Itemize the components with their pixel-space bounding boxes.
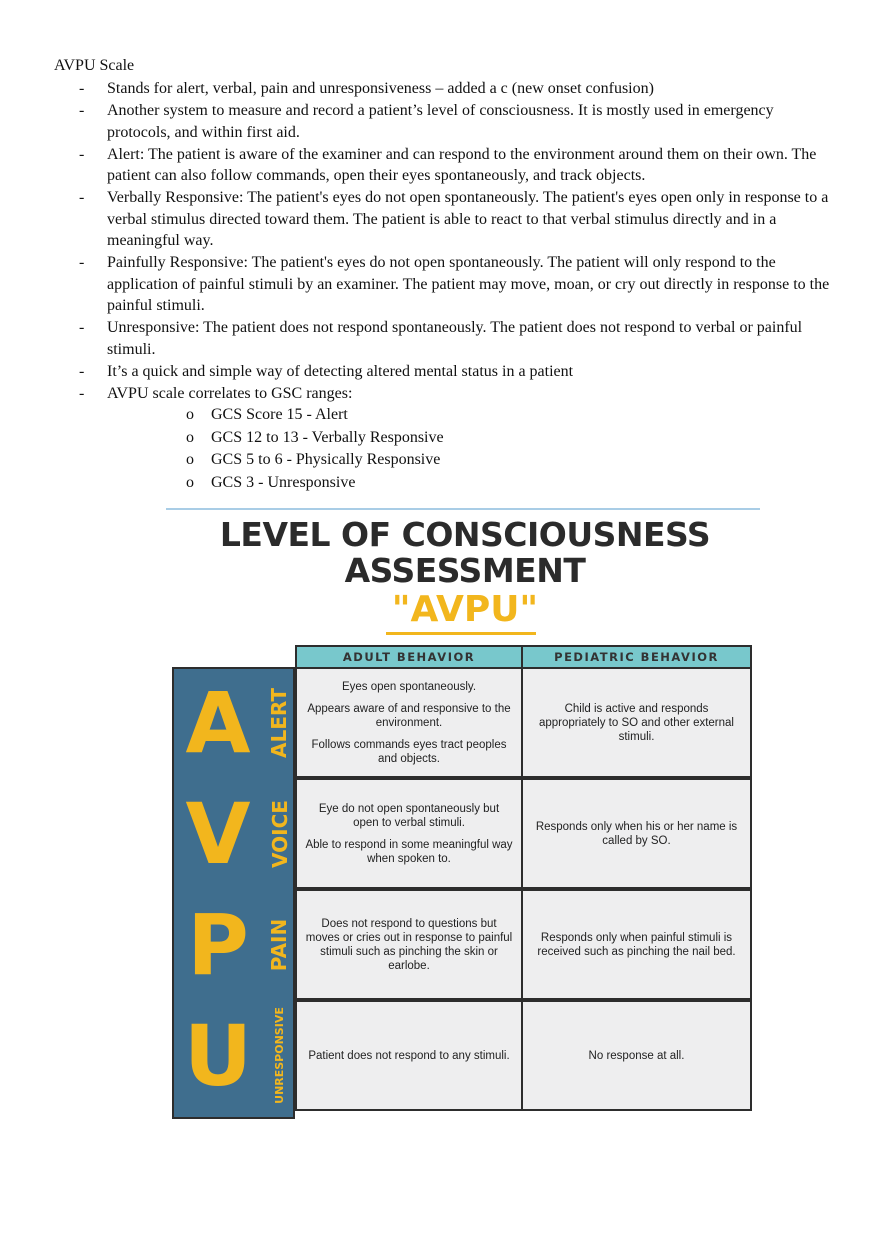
list-item [54, 317, 834, 360]
document-title: AVPU Scale [54, 57, 135, 74]
gcs-item [107, 427, 834, 450]
bullet-text: Alert: The patient is aware of the examiner and can respond to the environment around them on their own. The patient can also follow commands, open their eyes spontaneously, and track objects. [107, 145, 817, 184]
title-line-1: LEVEL OF CONSCIOUSNESS [219, 515, 711, 554]
gcs-item [107, 449, 834, 472]
list-item [54, 100, 834, 143]
gcs-text: GCS 12 to 13 - Verbally Responsive [211, 428, 444, 446]
bullet-text: Unresponsive: The patient does not respond spontaneously. The patient does not respond to verbal or painful stimuli. [107, 319, 803, 358]
sub-bullet: o [186, 406, 194, 423]
gcs-item [107, 472, 834, 495]
cell-text: Child is active and responds appropriately to SO and other external stimuli. [539, 702, 734, 743]
pediatric-cell-pain [521, 889, 752, 1000]
pediatric-column-header: PEDIATRIC BEHAVIOR [521, 645, 752, 669]
top-divider [166, 508, 760, 510]
gcs-item [107, 404, 834, 427]
pediatric-cell-voice [521, 778, 752, 889]
title-line-2: ASSESSMENT [344, 551, 586, 590]
side-label-text: VOICE [267, 799, 292, 868]
gcs-sublist [107, 404, 834, 494]
sub-bullet: o [186, 473, 194, 491]
bullet-dash: - [79, 102, 85, 119]
bullet-text: Painfully Responsive: The patient's eyes do not open spontaneously. The patient will only respond to the application of painful stimuli by an examiner. The patient may move, moan, or cry out directly in response to the painful stimuli. [107, 254, 830, 314]
cell-text: Responds only when his or her name is called by SO. [535, 820, 738, 847]
bullet-dash: - [79, 189, 85, 206]
sub-bullet: o [186, 451, 194, 468]
cell-text: Patient does not respond to any stimuli. [308, 1049, 510, 1062]
infographic-subtitle: "AVPU" [391, 589, 539, 630]
adult-column-header: ADULT BEHAVIOR [295, 645, 523, 669]
cell-text: No response at all. [588, 1049, 685, 1062]
letter-u: U [183, 1006, 253, 1105]
bullet-text: It’s a quick and simple way of detecting altered mental status in a patient [107, 362, 574, 380]
cell-text: Responds only when painful stimuli is received such as pinching the nail bed. [537, 931, 736, 958]
bullet-text: Stands for alert, verbal, pain and unresponsiveness – added a c (new onset confusion) [107, 80, 654, 97]
list-item [54, 252, 834, 317]
adult-cell-alert [295, 667, 523, 778]
avpu-row-pain [172, 889, 752, 1000]
side-label-voice [264, 778, 295, 889]
bullet-text: Verbally Responsive: The patient's eyes do not open spontaneously. The patient's eyes open only in response to a verbal stimulus directed toward them. The patient is able to react to that verbal stimulus directly and in a meaningful way. [107, 189, 829, 249]
cell-text: Eyes open spontaneously. [341, 680, 477, 693]
bullet-dash: - [79, 80, 85, 97]
list-item [54, 383, 834, 495]
side-label-pain [264, 889, 295, 1000]
bullet-list [54, 78, 834, 495]
side-label-alert [264, 667, 295, 778]
side-label-text: ALERT [267, 687, 292, 758]
letter-v: V [185, 784, 251, 883]
cell-text: Appears aware of and responsive to the environment. [307, 702, 511, 729]
side-label-text: PAIN [267, 918, 292, 971]
bullet-dash: - [79, 254, 85, 271]
list-item [54, 78, 834, 100]
bullet-text: Another system to measure and record a patient’s level of consciousness. It is mostly used in emergency protocols, and within first aid. [107, 102, 774, 141]
side-label-text: UNRESPONSIVE [273, 1007, 286, 1104]
side-label-unresponsive [264, 1000, 295, 1111]
cell-text: Able to respond in some meaningful way when spoken to. [305, 838, 513, 865]
pediatric-cell-alert [521, 667, 752, 778]
letter-a: A [185, 673, 251, 772]
bullet-dash: - [79, 362, 85, 380]
gcs-text: GCS Score 15 - Alert [211, 406, 348, 423]
list-item [54, 144, 834, 187]
subtitle-underline [386, 632, 536, 635]
bullet-text: AVPU scale correlates to GSC ranges: [107, 384, 353, 402]
sub-bullet: o [186, 428, 194, 446]
adult-cell-voice [295, 778, 523, 889]
cell-text: Does not respond to questions but moves or cries out in response to painful stimuli such as pinching the skin or earlobe. [305, 917, 513, 972]
bullet-dash: - [79, 384, 85, 402]
bullet-dash: - [79, 145, 85, 163]
infographic-title [160, 517, 770, 589]
adult-cell-pain [295, 889, 523, 1000]
avpu-row-voice [172, 778, 752, 889]
list-item [54, 187, 834, 252]
bullet-dash: - [79, 319, 85, 336]
pediatric-cell-unresponsive [521, 1000, 752, 1111]
avpu-infographic [160, 505, 770, 1125]
avpu-row-alert [172, 667, 752, 778]
gcs-text: GCS 3 - Unresponsive [211, 473, 356, 491]
list-item [54, 361, 834, 383]
adult-cell-unresponsive [295, 1000, 523, 1111]
cell-text: Eye do not open spontaneously but open to verbal stimuli. [318, 802, 500, 829]
gcs-text: GCS 5 to 6 - Physically Responsive [211, 451, 441, 468]
letter-p: P [187, 895, 249, 994]
cell-text: Follows commands eyes tract peoples and objects. [311, 738, 507, 765]
avpu-row-unresponsive [172, 1000, 752, 1111]
